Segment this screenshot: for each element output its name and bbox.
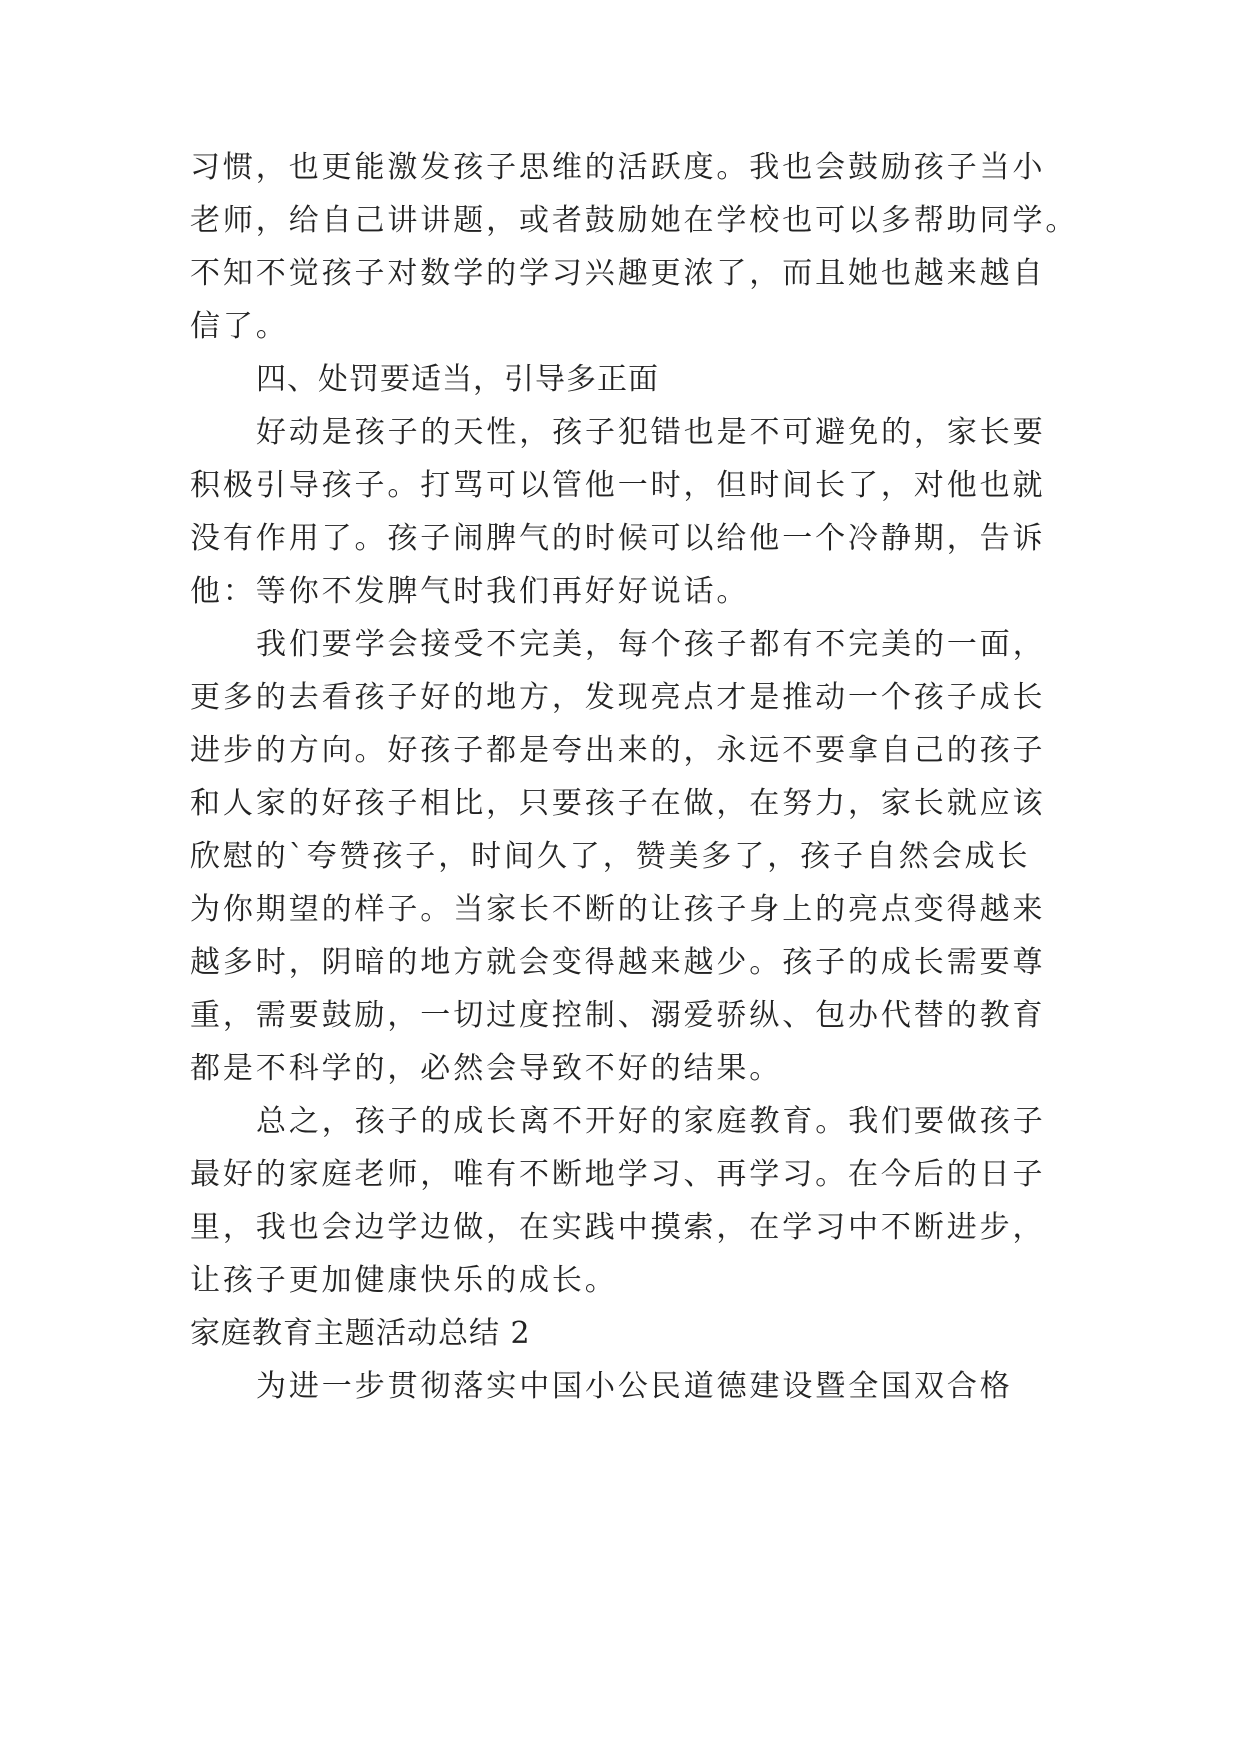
section-heading: 四、处罚要适当，引导多正面 — [256, 362, 659, 397]
paragraph-line: 我们要学会接受不完美，每个孩子都有不完美的一面， — [256, 627, 1046, 662]
paragraph-line: 信了。 — [190, 309, 289, 344]
paragraph-line: 和人家的好孩子相比，只要孩子在做，在努力，家长就应该 — [190, 786, 1046, 821]
paragraph-line: 更多的去看孩子好的地方，发现亮点才是推动一个孩子成长 — [190, 680, 1046, 715]
paragraph-line: 都是不科学的，必然会导致不好的结果。 — [190, 1051, 783, 1086]
document-title: 家庭教育主题活动总结 2 — [190, 1316, 531, 1351]
paragraph-line: 好动是孩子的天性，孩子犯错也是不可避免的，家长要 — [256, 415, 1046, 450]
paragraph-line: 进步的方向。好孩子都是夸出来的，永远不要拿自己的孩子 — [190, 733, 1046, 768]
paragraph-line: 最好的家庭老师，唯有不断地学习、再学习。在今后的日子 — [190, 1157, 1046, 1192]
paragraph-line: 习惯，也更能激发孩子思维的活跃度。我也会鼓励孩子当小 — [190, 150, 1046, 185]
paragraph-line: 不知不觉孩子对数学的学习兴趣更浓了，而且她也越来越自 — [190, 256, 1046, 291]
paragraph-line: 他：等你不发脾气时我们再好好说话。 — [190, 574, 750, 609]
paragraph-line: 总之，孩子的成长离不开好的家庭教育。我们要做孩子 — [256, 1104, 1046, 1139]
paragraph-line: 重，需要鼓励，一切过度控制、溺爱骄纵、包办代替的教育 — [190, 998, 1046, 1033]
paragraph-line: 没有作用了。孩子闹脾气的时候可以给他一个冷静期，告诉 — [190, 521, 1046, 556]
paragraph-line: 欣慰的`夸赞孩子，时间久了，赞美多了，孩子自然会成长 — [190, 839, 1031, 874]
paragraph-line: 积极引导孩子。打骂可以管他一时，但时间长了，对他也就 — [190, 468, 1046, 503]
paragraph-line: 老师，给自己讲讲题，或者鼓励她在学校也可以多帮助同学。 — [190, 203, 1079, 238]
paragraph-line: 越多时，阴暗的地方就会变得越来越少。孩子的成长需要尊 — [190, 945, 1046, 980]
paragraph-line: 让孩子更加健康快乐的成长。 — [190, 1263, 618, 1298]
paragraph-line: 为你期望的样子。当家长不断的让孩子身上的亮点变得越来 — [190, 892, 1046, 927]
paragraph-line: 为进一步贯彻落实中国小公民道德建设暨全国双合格 — [256, 1369, 1013, 1404]
paragraph-line: 里，我也会边学边做，在实践中摸索，在学习中不断进步， — [190, 1210, 1046, 1245]
